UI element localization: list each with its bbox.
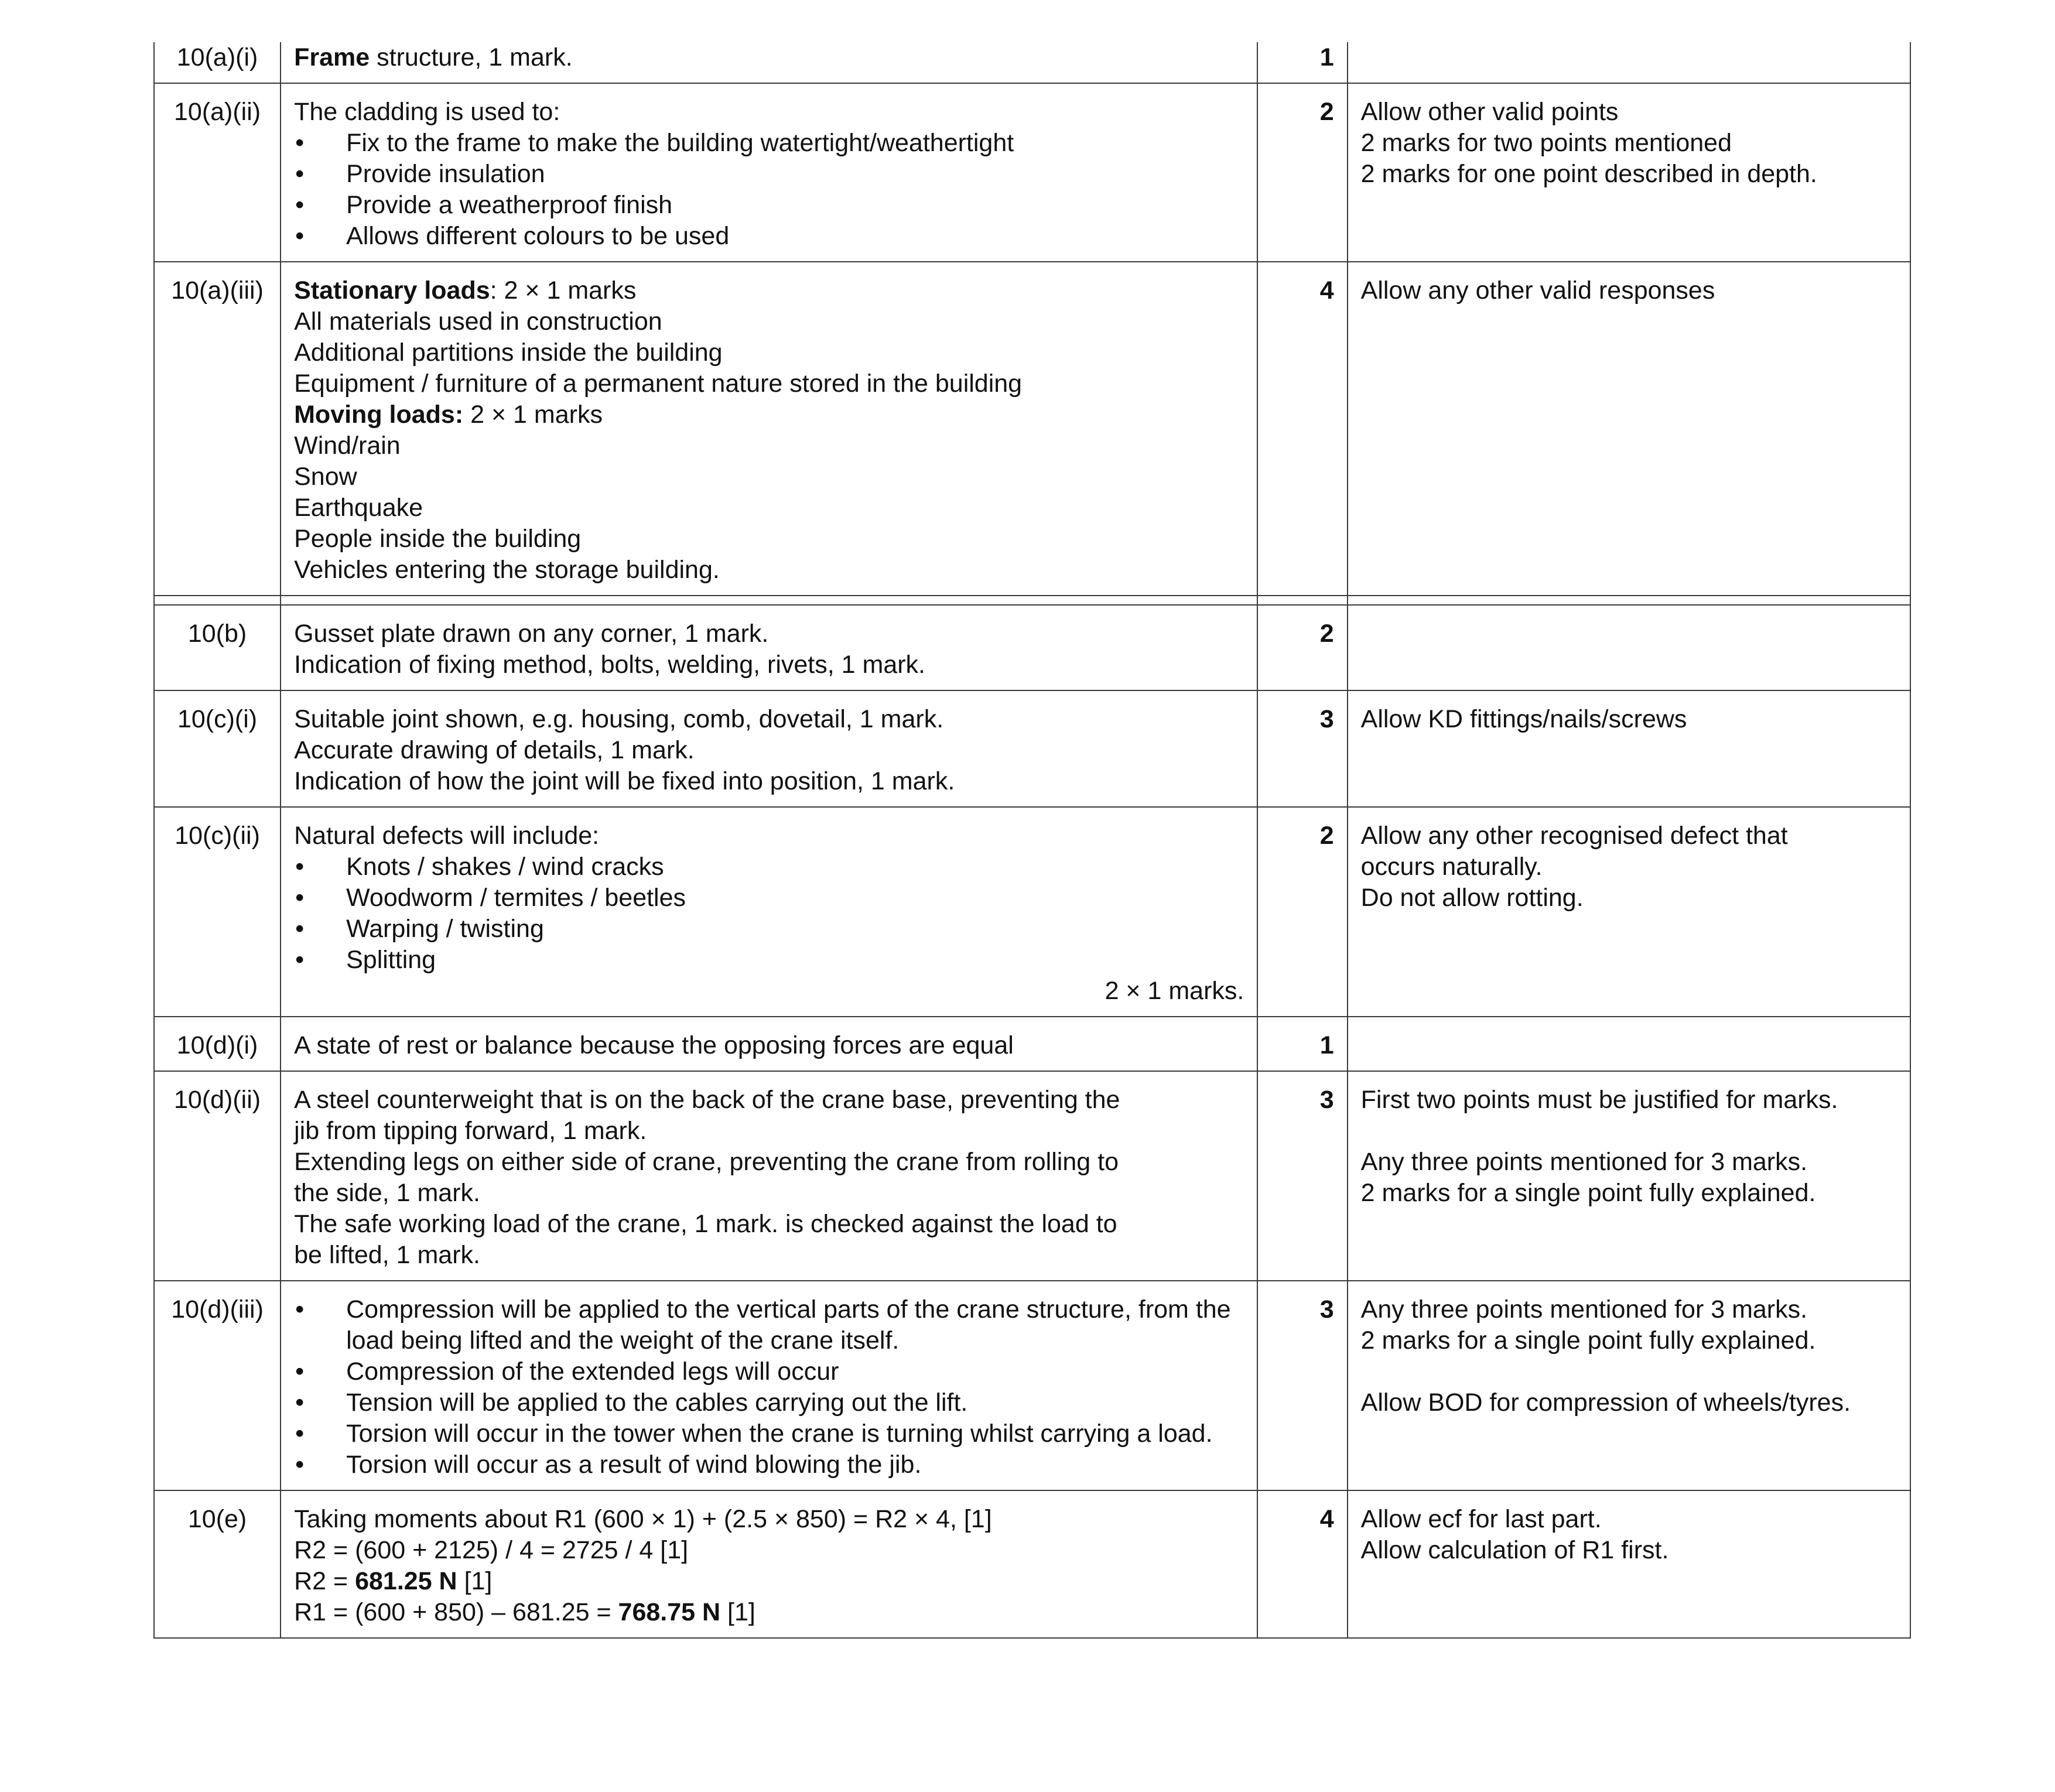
table-row (154, 605, 1910, 690)
answer-bullet: • Compression of the extended legs will occur (294, 1356, 1244, 1387)
answer-line (294, 1597, 1244, 1628)
guidance-line: Allow calculation of R1 first. (1360, 1536, 1669, 1564)
answer-line: Accurate drawing of details, 1 mark. (294, 736, 695, 764)
answer-cell (281, 807, 1257, 1017)
mark-scheme-table (153, 42, 1911, 1639)
guidance-cell (1348, 1071, 1910, 1281)
answer-line: The safe working load of the crane, 1 mark. is checked against the load to (294, 1210, 1117, 1238)
answer-text: R1 = (600 + 850) – 681.25 = (294, 1598, 618, 1626)
marks-cell: 4 (1257, 1490, 1347, 1638)
table-row (154, 690, 1910, 807)
answer-cell (281, 42, 1257, 83)
answer-marks-note: 2 × 1 marks. (1105, 977, 1244, 1005)
guidance-line: Allow ecf for last part. (1360, 1505, 1602, 1533)
answer-line (294, 1566, 1244, 1597)
separator-cell (1348, 596, 1910, 605)
guidance-line: Do not allow rotting. (1360, 884, 1584, 912)
marks-cell: 2 (1257, 807, 1347, 1017)
answer-line: be lifted, 1 mark. (294, 1241, 480, 1269)
answer-line: Suitable joint shown, e.g. housing, comb, dovetail, 1 mark. (294, 705, 944, 733)
question-number: 10(a)(i) (154, 42, 281, 83)
answer-line: Vehicles entering the storage building. (294, 556, 720, 584)
moving-loads-label: Moving loads: (294, 401, 464, 429)
answer-line: jib from tipping forward, 1 mark. (294, 1117, 647, 1145)
stationary-loads-heading (294, 275, 1244, 306)
answer-line: the side, 1 mark. (294, 1179, 480, 1207)
answer-cell (281, 1017, 1257, 1071)
moving-loads-heading (294, 399, 1244, 430)
guidance-spacer (1361, 1116, 1897, 1147)
guidance-spacer (1361, 1356, 1897, 1387)
table-row (154, 83, 1910, 262)
table-row (154, 1071, 1910, 1281)
answer-line: Indication of fixing method, bolts, welding, rivets, 1 mark. (294, 651, 926, 679)
marks-cell: 2 (1257, 605, 1347, 690)
question-number: 10(a)(iii) (154, 262, 281, 596)
answer-text: R2 = (294, 1567, 355, 1595)
table-row (154, 1281, 1910, 1490)
answer-line: R2 = (600 + 2125) / 4 = 2725 / 4 [1] (294, 1536, 689, 1564)
answer-cell (281, 605, 1257, 690)
answer-line: Gusset plate drawn on any corner, 1 mark. (294, 620, 769, 648)
answer-line: Snow (294, 463, 357, 491)
answer-line: All materials used in construction (294, 307, 662, 336)
answer-bullet: • Provide a weatherproof finish (294, 190, 1244, 221)
question-number: 10(d)(i) (154, 1017, 281, 1071)
answer-text: [1] (720, 1598, 755, 1626)
question-number: 10(a)(ii) (154, 83, 281, 262)
question-number: 10(c)(ii) (154, 807, 281, 1017)
marks-cell: 2 (1257, 83, 1347, 262)
answer-bullet: • Knots / shakes / wind cracks (294, 851, 1244, 883)
answer-cell (281, 1281, 1257, 1490)
question-number: 10(e) (154, 1490, 281, 1638)
question-number: 10(c)(i) (154, 690, 281, 807)
answer-cell (281, 690, 1257, 807)
answer-text: structure, 1 mark. (370, 43, 573, 71)
marks-cell: 1 (1257, 1017, 1347, 1071)
guidance-line: Any three points mentioned for 3 marks. (1360, 1148, 1808, 1176)
guidance-line: Allow any other valid responses (1360, 276, 1715, 305)
stationary-loads-label: Stationary loads (294, 276, 490, 305)
answer-cell (281, 83, 1257, 262)
guidance-line: Allow BOD for compression of wheels/tyres. (1360, 1389, 1851, 1417)
guidance-cell (1348, 262, 1910, 596)
marks-cell: 3 (1257, 690, 1347, 807)
guidance-line: Allow other valid points (1360, 98, 1619, 126)
guidance-line: 2 marks for a single point fully explained. (1360, 1326, 1816, 1355)
question-number: 10(d)(ii) (154, 1071, 281, 1281)
answer-line: Equipment / furniture of a permanent nature stored in the building (294, 370, 1023, 398)
answer-result: 768.75 N (618, 1598, 721, 1626)
answer-cell (281, 1490, 1257, 1638)
answer-bullet: • Warping / twisting (294, 914, 1244, 945)
table-row (154, 1017, 1910, 1071)
guidance-cell (1348, 1490, 1910, 1638)
answer-bullet: • Allows different colours to be used (294, 221, 1244, 252)
answer-intro: Natural defects will include: (294, 822, 600, 850)
separator-cell (1257, 596, 1347, 605)
guidance-cell (1348, 1017, 1910, 1071)
answer-intro: The cladding is used to: (294, 98, 560, 126)
guidance-cell (1348, 1281, 1910, 1490)
table-row (154, 807, 1910, 1017)
guidance-cell (1348, 83, 1910, 262)
answer-line: Additional partitions inside the building (294, 338, 723, 367)
guidance-line: occurs naturally. (1360, 853, 1543, 881)
guidance-line: 2 marks for one point described in depth. (1360, 160, 1817, 188)
moving-loads-marks: 2 × 1 marks (463, 401, 603, 429)
answer-bullet: • Fix to the frame to make the building watertight/weathertight (294, 128, 1244, 159)
guidance-line: 2 marks for two points mentioned (1360, 129, 1732, 157)
separator-cell (154, 596, 281, 605)
guidance-cell (1348, 807, 1910, 1017)
guidance-line: 2 marks for a single point fully explained. (1360, 1179, 1816, 1207)
marks-cell: 1 (1257, 42, 1347, 83)
marks-cell: 4 (1257, 262, 1347, 596)
question-number: 10(d)(iii) (154, 1281, 281, 1490)
answer-text: [1] (457, 1567, 493, 1595)
guidance-line: First two points must be justified for marks. (1360, 1086, 1838, 1114)
answer-line: A steel counterweight that is on the back of the crane base, preventing the (294, 1086, 1120, 1114)
answer-line: Earthquake (294, 494, 423, 522)
guidance-line: Allow KD fittings/nails/screws (1360, 705, 1687, 733)
answer-result: 681.25 N (355, 1567, 457, 1595)
answer-line: A state of rest or balance because the opposing forces are equal (294, 1031, 1014, 1059)
question-number: 10(b) (154, 605, 281, 690)
row-separator (154, 596, 1910, 605)
marks-cell: 3 (1257, 1281, 1347, 1490)
table-row (154, 1490, 1910, 1638)
answer-line: Taking moments about R1 (600 × 1) + (2.5 × 850) = R2 × 4, [1] (294, 1505, 992, 1533)
answer-line: Extending legs on either side of crane, preventing the crane from rolling to (294, 1148, 1119, 1176)
table-row (154, 262, 1910, 596)
answer-bullet: • Torsion will occur as a result of wind blowing the jib. (294, 1449, 1244, 1480)
guidance-line: Any three points mentioned for 3 marks. (1360, 1295, 1808, 1324)
answer-line: People inside the building (294, 525, 582, 553)
answer-cell (281, 262, 1257, 596)
guidance-line: Allow any other recognised defect that (1360, 822, 1788, 850)
guidance-cell (1348, 690, 1910, 807)
guidance-cell (1348, 605, 1910, 690)
answer-bullet: • Compression will be applied to the vertical parts of the crane structure, from the load being lifted and the weight of the crane itself. (294, 1294, 1244, 1356)
stationary-loads-marks: : 2 × 1 marks (490, 276, 637, 305)
answer-bullet: • Splitting (294, 945, 1244, 976)
guidance-cell (1348, 42, 1910, 83)
answer-bullet: • Tension will be applied to the cables carrying out the lift. (294, 1387, 1244, 1418)
answer-line: Wind/rain (294, 432, 401, 460)
answer-bullet: • Provide insulation (294, 159, 1244, 190)
answer-cell (281, 1071, 1257, 1281)
answer-bullet: • Woodworm / termites / beetles (294, 883, 1244, 914)
answer-line: Indication of how the joint will be fixed into position, 1 mark. (294, 767, 955, 795)
separator-cell (281, 596, 1257, 605)
answer-bold-lead: Frame (294, 43, 370, 71)
marks-cell: 3 (1257, 1071, 1347, 1281)
table-row (154, 42, 1910, 83)
answer-bullet: • Torsion will occur in the tower when the crane is turning whilst carrying a load. (294, 1418, 1244, 1449)
